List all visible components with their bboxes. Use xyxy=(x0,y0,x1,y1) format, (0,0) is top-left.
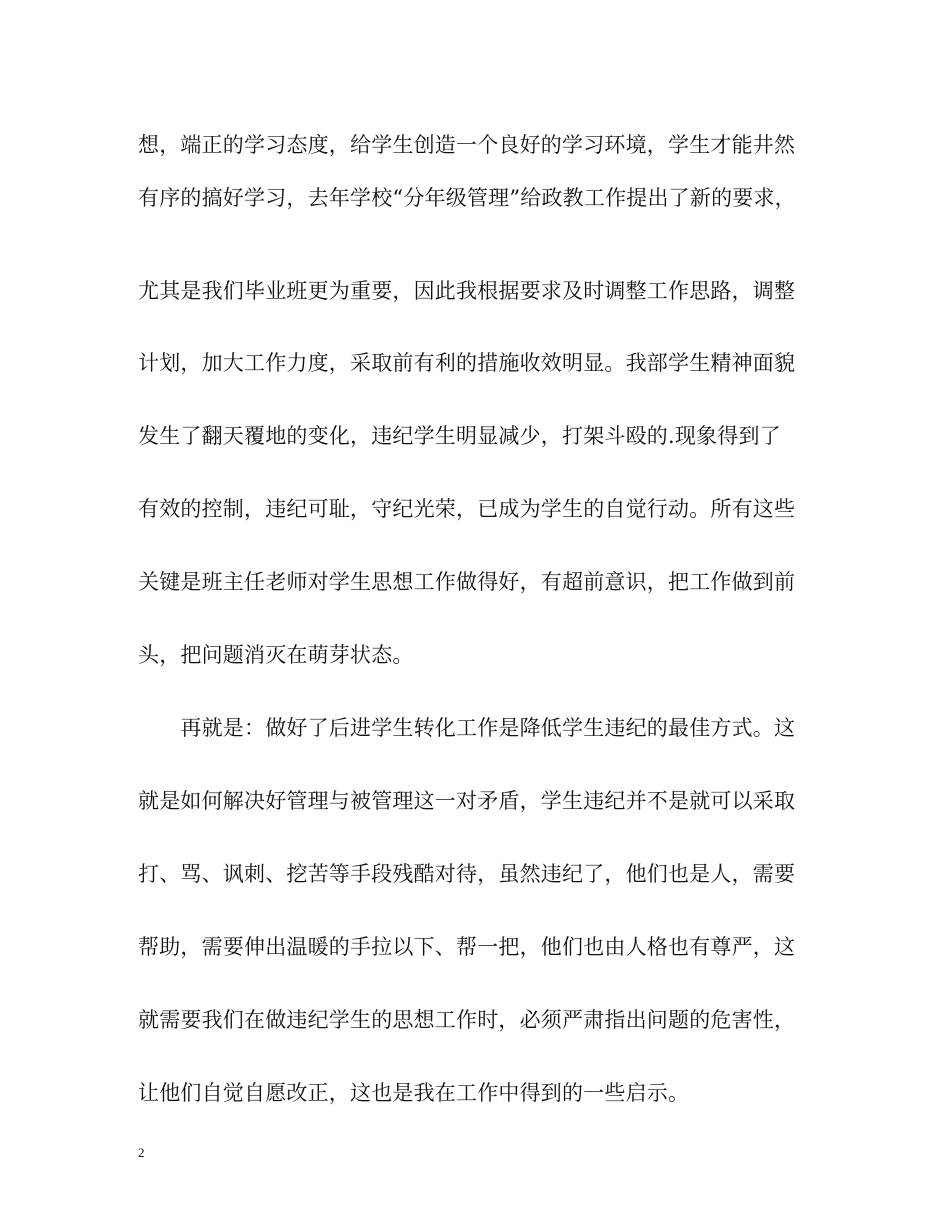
text-line-8: 头，把问题消灭在萌芽状态。 xyxy=(138,643,414,667)
text-line-2: 有序的搞好学习，去年学校“分年级管理”给政教工作提出了新的要求， xyxy=(138,186,796,210)
text-line-11: 打、骂、讽刺、挖苦等手段残酷对待，虽然违纪了，他们也是人，需要 xyxy=(138,862,796,886)
page-number: 2 xyxy=(138,1145,145,1160)
text-line-7: 关键是班主任老师对学生思想工作做得好，有超前意识，把工作做到前 xyxy=(138,570,796,594)
text-line-13: 就需要我们在做违纪学生的思想工作时，必须严肃指出问题的危害性， xyxy=(138,1008,796,1032)
text-line-4: 计划，加大工作力度，采取前有利的措施收效明显。我部学生精神面貌 xyxy=(138,351,796,375)
text-line-3: 尤其是我们毕业班更为重要，因此我根据要求及时调整工作思路，调整 xyxy=(138,279,796,303)
text-line-10: 就是如何解决好管理与被管理这一对矛盾，学生违纪并不是就可以采取 xyxy=(138,789,796,813)
text-line-1: 想，端正的学习态度，给学生创造一个良好的学习环境，学生才能井然 xyxy=(138,133,796,157)
text-line-12: 帮助，需要伸出温暖的手拉以下、帮一把，他们也由人格也有尊严，这 xyxy=(138,935,796,959)
text-line-5: 发生了翻天覆地的变化，违纪学生明显减少，打架斗殴的.现象得到了 xyxy=(138,424,781,448)
text-line-9: 再就是：做好了后进学生转化工作是降低学生违纪的最佳方式。这 xyxy=(138,716,796,740)
text-line-6: 有效的控制，违纪可耻，守纪光荣，已成为学生的自觉行动。所有这些 xyxy=(138,497,796,521)
text-line-14: 让他们自觉自愿改正，这也是我在工作中得到的一些启示。 xyxy=(138,1081,690,1105)
